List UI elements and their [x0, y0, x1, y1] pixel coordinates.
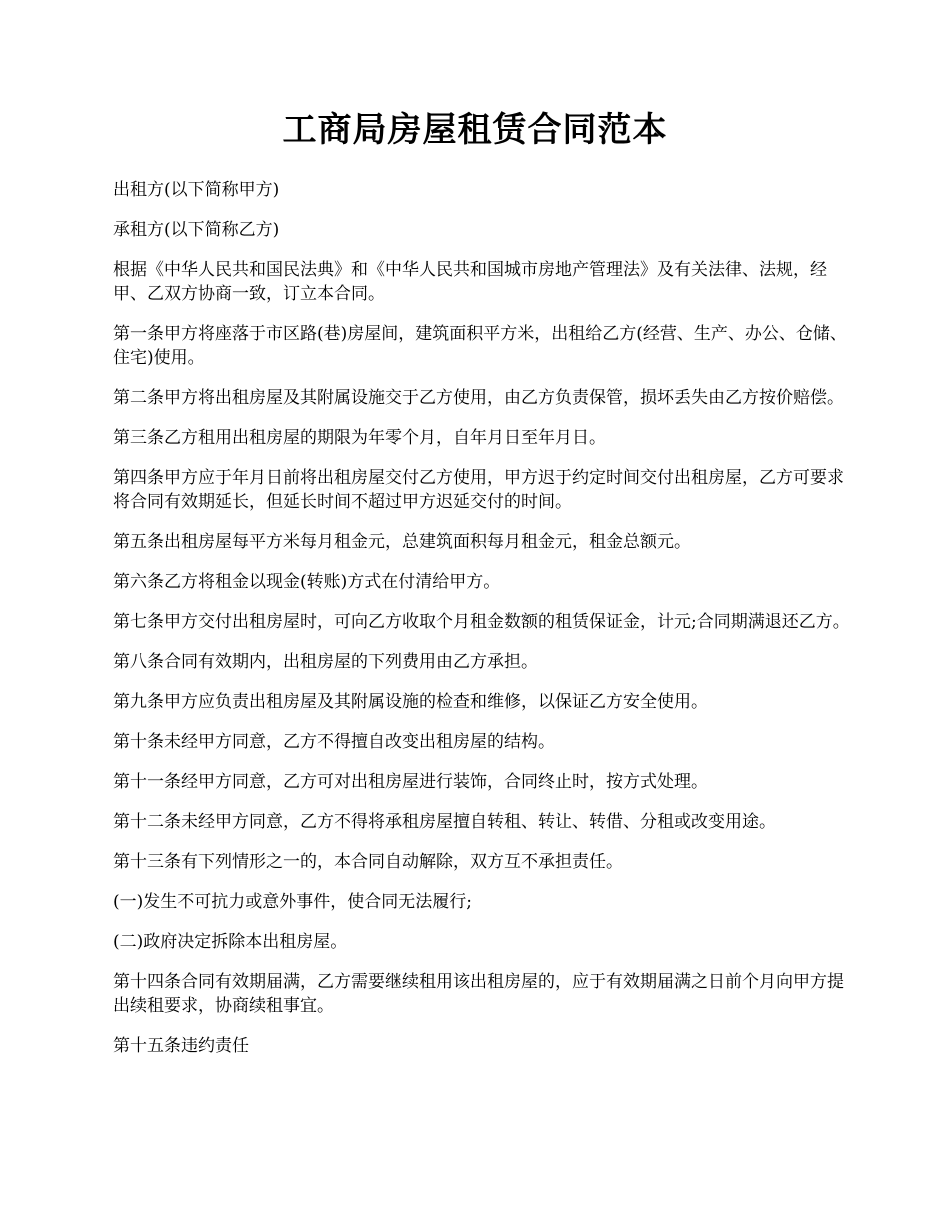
paragraph-article-6: 第六条乙方将租金以现金(转账)方式在付清给甲方。 — [113, 572, 501, 592]
paragraph-lessor: 出租方(以下简称甲方) — [113, 180, 280, 200]
paragraph-article-9: 第九条甲方应负责出租房屋及其附属设施的检查和维修，以保证乙方安全使用。 — [113, 692, 708, 712]
paragraph-article-13: 第十三条有下列情形之一的，本合同自动解除，双方互不承担责任。 — [113, 852, 623, 872]
paragraph-clause-2: (二)政府决定拆除本出租房屋。 — [113, 932, 348, 952]
paragraph-article-3: 第三条乙方租用出租房屋的期限为年零个月，自年月日至年月日。 — [113, 428, 606, 448]
paragraph-preamble: 根据《中华人民共和国民法典》和《中华人民共和国城市房地产管理法》及有关法律、法规，经甲、乙双方协商一致，订立本合同。 — [113, 260, 827, 304]
paragraph-article-11: 第十一条经甲方同意，乙方可对出租房屋进行装饰，合同终止时，按方式处理。 — [113, 772, 708, 792]
paragraph-article-4: 第四条甲方应于年月日前将出租房屋交付乙方使用，甲方迟于约定时间交付出租房屋，乙方可要求将合同有效期延长，但延长时间不超过甲方迟延交付的时间。 — [113, 468, 844, 512]
paragraph-article-14: 第十四条合同有效期届满，乙方需要继续租用该出租房屋的，应于有效期届满之日前个月向甲方提出续租要求，协商续租事宜。 — [113, 972, 844, 1016]
paragraph-article-15: 第十五条违约责任 — [113, 1036, 249, 1056]
document-title: 工商局房屋租赁合同范本 — [282, 110, 668, 150]
paragraph-article-5: 第五条出租房屋每平方米每月租金元，总建筑面积每月租金元，租金总额元。 — [113, 532, 691, 552]
paragraph-article-8: 第八条合同有效期内，出租房屋的下列费用由乙方承担。 — [113, 652, 538, 672]
document-body — [113, 178, 853, 1074]
paragraph-article-2: 第二条甲方将出租房屋及其附属设施交于乙方使用，由乙方负责保管，损坏丢失由乙方按价赔偿。 — [113, 388, 844, 408]
paragraph-article-7: 第七条甲方交付出租房屋时，可向乙方收取个月租金数额的租赁保证金，计元;合同期满退还乙方。 — [113, 612, 850, 632]
paragraph-article-10: 第十条未经甲方同意，乙方不得擅自改变出租房屋的结构。 — [113, 732, 555, 752]
paragraph-clause-1: (一)发生不可抗力或意外事件，使合同无法履行; — [113, 892, 472, 912]
paragraph-article-12: 第十二条未经甲方同意，乙方不得将承租房屋擅自转租、转让、转借、分租或改变用途。 — [113, 812, 776, 832]
paragraph-article-1: 第一条甲方将座落于市区路(巷)房屋间，建筑面积平方米，出租给乙方(经营、生产、办公、仓储、住宅)使用。 — [113, 324, 847, 368]
paragraph-lessee: 承租方(以下简称乙方) — [113, 220, 280, 240]
